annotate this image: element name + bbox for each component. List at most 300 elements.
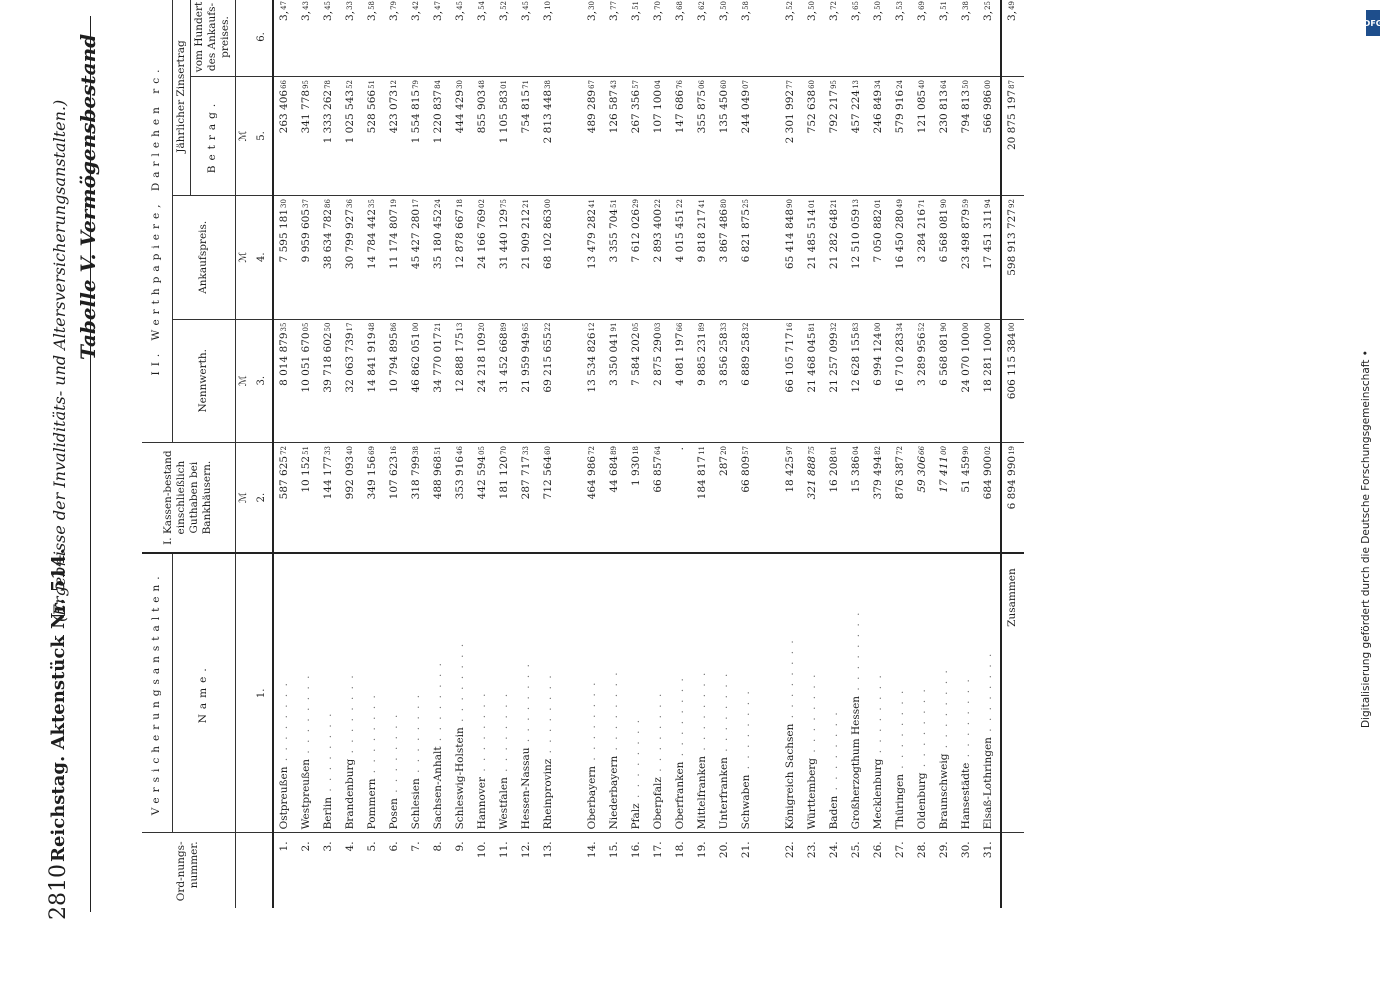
cell-kasse: 442 59405 — [472, 443, 494, 554]
cell-nennwerth: 6 568 08190 — [934, 319, 956, 442]
table-row — [626, 0, 648, 908]
cell-ankauf: 65 414 84890 — [780, 196, 802, 319]
cell-betrag: 1 220 83784 — [428, 76, 450, 195]
row-number: 5. — [365, 841, 378, 852]
dfg-logo: DFG — [1366, 10, 1380, 36]
colno-6: 6. — [254, 0, 273, 76]
cell-percent: 3,69 — [912, 0, 934, 76]
row-name: Oberpfalz . . . . . . . . — [648, 553, 670, 833]
group-spacer — [560, 0, 582, 908]
header-ord: Ord-nungs-nummer. — [142, 833, 235, 908]
row-name: Ostpreußen . . . . . . . . — [273, 553, 296, 833]
total-row — [1001, 0, 1024, 908]
cell-ankauf: 3 867 48680 — [714, 196, 736, 319]
cell-kasse: 18 42597 — [780, 443, 802, 554]
leader-dots: . . . . . . . . — [299, 673, 312, 759]
cell-percent: 3,45 — [516, 0, 538, 76]
cell-nennwerth: 32 063 73917 — [340, 319, 362, 442]
table-row — [934, 0, 956, 908]
table-row — [736, 0, 758, 908]
leader-dots: . . . . . . . . — [321, 711, 334, 797]
row-name: Berlin . . . . . . . . — [318, 553, 340, 833]
cell-percent: 3,30 — [582, 0, 604, 76]
colno-4: 4. — [254, 196, 273, 319]
cell-percent: 3,72 — [824, 0, 846, 76]
row-number: 21. — [739, 841, 752, 859]
row-number: 3. — [321, 841, 334, 852]
cell-kasse: 66 85764 — [648, 443, 670, 554]
cell-percent: 3,51 — [626, 0, 648, 76]
leader-dots: . . . . . . . . — [783, 638, 796, 724]
table-row — [538, 0, 560, 908]
leader-dots: . . . . . . . . — [959, 677, 972, 763]
row-number: 6. — [387, 841, 400, 852]
leader-dots: . . . . . . . . — [629, 717, 642, 804]
table-row — [648, 0, 670, 908]
cell-kasse: 16 20801 — [824, 443, 846, 554]
cell-nennwerth: 13 534 82612 — [582, 319, 604, 442]
row-number: 19. — [695, 841, 708, 859]
cell-betrag: 855 90348 — [472, 76, 494, 195]
cell-ankauf: 68 102 86300 — [538, 196, 560, 319]
cell-ankauf: 24 166 76902 — [472, 196, 494, 319]
cell-percent: 3,52 — [494, 0, 516, 76]
table-row — [890, 0, 912, 908]
total-label: Zusammen — [1001, 553, 1024, 833]
cell-betrag: 754 81571 — [516, 76, 538, 195]
leader-dots: . . . . . . . . — [409, 692, 422, 779]
cell-percent: 3,53 — [890, 0, 912, 76]
cell-nennwerth: 66 105 71716 — [780, 319, 802, 442]
row-number: 28. — [915, 841, 928, 859]
table-row — [494, 0, 516, 908]
cell-kasse: 51 45990 — [956, 443, 978, 554]
group-spacer — [758, 0, 780, 908]
cell-ankauf: 7 612 02629 — [626, 196, 648, 319]
cell-ankauf: 7 050 88201 — [868, 196, 890, 319]
cell-nennwerth: 10 051 67005 — [296, 319, 318, 442]
row-name: Schlesien . . . . . . . . — [406, 553, 428, 833]
cell-percent: 3,38 — [956, 0, 978, 76]
cell-kasse: 28720 — [714, 443, 736, 554]
cell-kasse: 1 93018 — [626, 443, 648, 554]
colno-2: 2. — [254, 443, 273, 554]
cell-betrag: 121 08540 — [912, 76, 934, 195]
cell-nennwerth: 3 856 25833 — [714, 319, 736, 442]
cell-nennwerth: 24 070 10000 — [956, 319, 978, 442]
table-row — [340, 0, 362, 908]
row-name: Sachsen-Anhalt . . . . . . . . — [428, 553, 450, 833]
row-number: 31. — [981, 841, 994, 859]
document-subtitle: (Ergebnisse der Invaliditäts- und Altersversicherungsanstalten.) — [50, 99, 69, 622]
cell-percent: 3,50 — [714, 0, 736, 76]
leader-dots: . . . . . . . . — [937, 668, 950, 754]
leader-dots: . . . . . . . . — [541, 673, 554, 759]
cell-ankauf: 17 451 31194 — [978, 196, 1001, 319]
table-title: Tabelle V. Vermögensbestand — [76, 33, 100, 360]
row-name: Großherzogthum Hessen . . . . . . . . — [846, 553, 868, 833]
cell-betrag: 1 333 26278 — [318, 76, 340, 195]
table-row — [428, 0, 450, 908]
cell-percent: 3,45 — [450, 0, 472, 76]
cell-kasse: 144 17733 — [318, 443, 340, 554]
cell-percent: 3,62 — [692, 0, 714, 76]
row-number: 9. — [453, 841, 466, 852]
cell-kasse: 10 15251 — [296, 443, 318, 554]
total-ankauf: 598 913 72792 — [1001, 196, 1024, 319]
digitization-note: Digitalisierung gefördert durch die Deutsche Forschungsgemeinschaft • — [1360, 350, 1372, 728]
cell-ankauf: 21 282 64821 — [824, 196, 846, 319]
cell-ankauf: 3 284 21671 — [912, 196, 934, 319]
cell-nennwerth: 7 584 20205 — [626, 319, 648, 442]
unit-betrag: ℳ — [235, 76, 254, 195]
header-betrag: Betrag. — [191, 76, 235, 195]
cell-kasse: 353 91646 — [450, 443, 472, 554]
leader-dots: . . . . . . . . — [431, 661, 444, 747]
cell-betrag: 147 68676 — [670, 76, 692, 195]
leader-dots: . . . . . . . . — [365, 693, 378, 779]
cell-betrag: 566 98600 — [978, 76, 1001, 195]
row-number: 11. — [497, 841, 510, 859]
cell-betrag: 107 10004 — [648, 76, 670, 195]
row-name: Oberbayern . . . . . . . . — [582, 553, 604, 833]
row-name: Schwaben . . . . . . . . — [736, 553, 758, 833]
cell-nennwerth: 16 710 28334 — [890, 319, 912, 442]
colno-3: 3. — [254, 319, 273, 442]
cell-percent: 3,50 — [802, 0, 824, 76]
header-group-anstalten: Versicherungsanstalten. — [142, 553, 173, 833]
cell-betrag: 528 56651 — [362, 76, 384, 195]
leader-dots: . . . . . . . . — [981, 651, 994, 738]
cell-ankauf: 21 909 21221 — [516, 196, 538, 319]
cell-betrag: 457 22413 — [846, 76, 868, 195]
cell-kasse: 876 38772 — [890, 443, 912, 554]
cell-nennwerth: 3 289 95652 — [912, 319, 934, 442]
row-number: 26. — [871, 841, 884, 859]
colno-5: 5. — [254, 76, 273, 195]
cell-kasse: 464 98672 — [582, 443, 604, 554]
cell-kasse: 712 56460 — [538, 443, 560, 554]
cell-nennwerth: 34 770 01721 — [428, 319, 450, 442]
leader-dots: . . . . . . . . — [651, 691, 664, 778]
leader-dots: . . . . . . . . — [717, 671, 730, 758]
table-row — [273, 0, 296, 908]
cell-percent: 3,79 — [384, 0, 406, 76]
cell-betrag: 2 301 99277 — [780, 76, 802, 195]
cell-percent: 3,50 — [868, 0, 890, 76]
cell-betrag: 341 77895 — [296, 76, 318, 195]
row-name: Westfalen . . . . . . . . — [494, 553, 516, 833]
cell-ankauf: 6 821 87525 — [736, 196, 758, 319]
leader-dots: . . . . . . . . — [519, 662, 532, 748]
cell-kasse: 184 81711 — [692, 443, 714, 554]
cell-betrag: 752 63860 — [802, 76, 824, 195]
header-group-werth: II. Werthpapiere, Darlehen rc. — [142, 0, 173, 443]
row-name: Thüringen . . . . . . . . — [890, 553, 912, 833]
document-title: Reichstag. Aktenstück Nr. 514. — [48, 548, 69, 862]
cell-betrag: 794 81350 — [956, 76, 978, 195]
header-zins: Jährlicher Zinsertrag — [173, 0, 191, 196]
cell-betrag: 1 025 54352 — [340, 76, 362, 195]
cell-ankauf: 16 450 28049 — [890, 196, 912, 319]
total-kasse: 6 894 99019 — [1001, 443, 1024, 554]
table-row — [582, 0, 604, 908]
row-number: 13. — [541, 841, 554, 859]
leader-dots: . . . . . . . . — [915, 687, 928, 773]
cell-ankauf: 21 485 51401 — [802, 196, 824, 319]
row-name: Unterfranken . . . . . . . . — [714, 553, 736, 833]
header-hundert: vom Hundert des Ankaufs-preises. — [191, 0, 235, 76]
cell-percent: 3,52 — [780, 0, 802, 76]
row-name: Oberfranken . . . . . . . . — [670, 553, 692, 833]
table-row — [978, 0, 1001, 908]
cell-nennwerth: 18 281 10000 — [978, 319, 1001, 442]
cell-nennwerth: 9 885 23189 — [692, 319, 714, 442]
cell-ankauf: 2 893 40022 — [648, 196, 670, 319]
table-row — [802, 0, 824, 908]
cell-ankauf: 11 174 80719 — [384, 196, 406, 319]
cell-kasse: . — [670, 443, 692, 554]
row-name: Schleswig-Holstein . . . . . . . . — [450, 553, 472, 833]
row-number: 12. — [519, 841, 532, 859]
row-name: Oldenburg . . . . . . . . — [912, 553, 934, 833]
cell-betrag: 423 07312 — [384, 76, 406, 195]
row-name: Hansestädte . . . . . . . . — [956, 553, 978, 833]
cell-nennwerth: 12 628 15583 — [846, 319, 868, 442]
cell-nennwerth: 21 468 04581 — [802, 319, 824, 442]
cell-percent: 3,77 — [604, 0, 626, 76]
cell-nennwerth: 4 081 19766 — [670, 319, 692, 442]
table-row — [516, 0, 538, 908]
row-number: 14. — [585, 841, 598, 859]
cell-nennwerth: 14 841 91948 — [362, 319, 384, 442]
row-name: Baden . . . . . . . . — [824, 553, 846, 833]
row-number: 2. — [299, 841, 312, 852]
table-row — [912, 0, 934, 908]
row-number: 29. — [937, 841, 950, 859]
cell-betrag: 355 87506 — [692, 76, 714, 195]
cell-ankauf: 23 498 87959 — [956, 196, 978, 319]
row-number: 16. — [629, 841, 642, 859]
row-name: Hannover . . . . . . . . — [472, 553, 494, 833]
cell-betrag: 263 40666 — [273, 76, 296, 195]
row-number: 18. — [673, 841, 686, 859]
table-row — [604, 0, 626, 908]
total-percent: 3,49 — [1001, 0, 1024, 76]
table-row — [692, 0, 714, 908]
leader-dots: . . . . . . . . — [497, 691, 510, 778]
leader-dots: . . . . . . . . — [893, 688, 906, 775]
colno-1: 1. — [254, 553, 273, 833]
leader-dots: . . . . . . . . — [849, 610, 862, 696]
cell-percent: 3,47 — [428, 0, 450, 76]
row-name: Elsaß-Lothringen . . . . . . . . — [978, 553, 1001, 833]
leader-dots: . . . . . . . . — [673, 676, 686, 762]
cell-nennwerth: 39 718 60250 — [318, 319, 340, 442]
cell-ankauf: 30 799 92736 — [340, 196, 362, 319]
cell-betrag: 230 81364 — [934, 76, 956, 195]
cell-kasse: 107 62316 — [384, 443, 406, 554]
cell-betrag: 444 42930 — [450, 76, 472, 195]
cell-percent: 3,47 — [273, 0, 296, 76]
cell-ankauf: 14 784 44235 — [362, 196, 384, 319]
cell-percent: 3,25 — [978, 0, 1001, 76]
cell-kasse: 181 12070 — [494, 443, 516, 554]
unit-kasse: ℳ — [235, 443, 254, 554]
header-ankauf: Ankaufspreis. — [173, 196, 236, 319]
cell-nennwerth: 10 794 89586 — [384, 319, 406, 442]
row-name: Brandenburg . . . . . . . . — [340, 553, 362, 833]
header-name: Name. — [173, 553, 236, 833]
header-kassen: I. Kassen-bestand einschließlich Guthaben bei Bankhäusern. — [142, 443, 235, 554]
leader-dots: . . . . . . . . — [343, 673, 356, 759]
cell-betrag: 267 35657 — [626, 76, 648, 195]
cell-nennwerth: 31 452 66889 — [494, 319, 516, 442]
row-number: 10. — [475, 841, 488, 859]
cell-percent: 3,54 — [472, 0, 494, 76]
cell-ankauf: 12 878 66718 — [450, 196, 472, 319]
row-name: Württemberg . . . . . . . . — [802, 553, 824, 833]
row-number: 17. — [651, 841, 664, 859]
leader-dots: . . . . . . . . — [585, 680, 598, 766]
leader-dots: . . . . . . . . — [739, 689, 752, 775]
cell-betrag: 489 28967 — [582, 76, 604, 195]
table-row — [450, 0, 472, 908]
cell-kasse: 992 09340 — [340, 443, 362, 554]
row-number: 7. — [409, 841, 422, 852]
cell-kasse: 44 68489 — [604, 443, 626, 554]
cell-betrag: 1 554 81579 — [406, 76, 428, 195]
cell-betrag: 1 105 58301 — [494, 76, 516, 195]
leader-dots: . . . . . . . . — [387, 712, 400, 799]
row-number: 30. — [959, 841, 972, 859]
cell-kasse: 59 30666 — [912, 443, 934, 554]
cell-nennwerth: 69 215 65522 — [538, 319, 560, 442]
table-row — [824, 0, 846, 908]
row-number: 25. — [849, 841, 862, 859]
cell-ankauf: 9 818 21741 — [692, 196, 714, 319]
leader-dots: . . . . . . . . — [607, 670, 620, 756]
cell-percent: 3,45 — [318, 0, 340, 76]
cell-ankauf: 13 479 28241 — [582, 196, 604, 319]
cell-kasse: 587 62572 — [273, 443, 296, 554]
row-name: Pommern . . . . . . . . — [362, 553, 384, 833]
row-name: Königreich Sachsen . . . . . . . . — [780, 553, 802, 833]
unit-ank: ℳ — [235, 196, 254, 319]
table-row — [472, 0, 494, 908]
leader-dots: . . . . . . . . — [453, 641, 466, 728]
cell-betrag: 126 58743 — [604, 76, 626, 195]
cell-betrag: 244 04907 — [736, 76, 758, 195]
cell-percent: 3,58 — [362, 0, 384, 76]
cell-percent: 3,33 — [340, 0, 362, 76]
top-rule — [90, 16, 91, 912]
table-row — [846, 0, 868, 908]
cell-ankauf: 45 427 28017 — [406, 196, 428, 319]
row-name: Posen . . . . . . . . — [384, 553, 406, 833]
row-number: 4. — [343, 841, 356, 852]
row-number: 8. — [431, 841, 444, 852]
row-number: 15. — [607, 841, 620, 859]
row-number: 23. — [805, 841, 818, 859]
row-name: Rheinprovinz . . . . . . . . — [538, 553, 560, 833]
row-name: Mecklenburg . . . . . . . . — [868, 553, 890, 833]
cell-ankauf: 31 440 12975 — [494, 196, 516, 319]
cell-betrag: 792 21795 — [824, 76, 846, 195]
table-row — [868, 0, 890, 908]
cell-betrag: 2 813 44838 — [538, 76, 560, 195]
cell-percent: 3,42 — [406, 0, 428, 76]
page-number: 2810 — [46, 864, 71, 920]
leader-dots: . . . . . . . . — [475, 691, 488, 777]
cell-ankauf: 3 355 70451 — [604, 196, 626, 319]
row-number: 27. — [893, 841, 906, 859]
table-row — [362, 0, 384, 908]
header-nennwerth: Nennwerth. — [173, 319, 236, 442]
cell-ankauf: 6 568 08190 — [934, 196, 956, 319]
cell-kasse: 684 90002 — [978, 443, 1001, 554]
leader-dots: . . . . . . . . — [871, 673, 884, 759]
row-name: Braunschweig . . . . . . . . — [934, 553, 956, 833]
cell-kasse: 66 80957 — [736, 443, 758, 554]
row-name: Hessen-Nassau . . . . . . . . — [516, 553, 538, 833]
cell-nennwerth: 3 350 04191 — [604, 319, 626, 442]
cell-nennwerth: 21 959 94965 — [516, 319, 538, 442]
cell-ankauf: 7 595 18130 — [273, 196, 296, 319]
cell-nennwerth: 2 875 29003 — [648, 319, 670, 442]
leader-dots: . . . . . . . . — [805, 672, 818, 758]
table-row — [406, 0, 428, 908]
cell-nennwerth: 6 994 12400 — [868, 319, 890, 442]
cell-kasse: 488 96851 — [428, 443, 450, 554]
cell-betrag: 579 91624 — [890, 76, 912, 195]
cell-nennwerth: 12 888 17513 — [450, 319, 472, 442]
cell-ankauf: 9 959 60537 — [296, 196, 318, 319]
assets-table — [142, 0, 1024, 908]
row-name: Niederbayern . . . . . . . . — [604, 553, 626, 833]
row-number: 20. — [717, 841, 730, 859]
row-name: Westpreußen . . . . . . . . — [296, 553, 318, 833]
table-body — [273, 0, 1024, 908]
cell-kasse: 321 88875 — [802, 443, 824, 554]
cell-kasse: 349 15669 — [362, 443, 384, 554]
table-row — [384, 0, 406, 908]
cell-nennwerth: 46 862 05100 — [406, 319, 428, 442]
cell-percent: 3,10 — [538, 0, 560, 76]
table-row — [956, 0, 978, 908]
cell-kasse: 379 49482 — [868, 443, 890, 554]
cell-percent: 3,51 — [934, 0, 956, 76]
leader-dots: . . . . . . . . — [695, 670, 708, 757]
cell-kasse: 318 79938 — [406, 443, 428, 554]
cell-percent: 3,65 — [846, 0, 868, 76]
row-number: 24. — [827, 841, 840, 859]
cell-ankauf: 12 510 05913 — [846, 196, 868, 319]
cell-nennwerth: 24 218 10920 — [472, 319, 494, 442]
cell-ankauf: 38 634 78286 — [318, 196, 340, 319]
unit-nenn: ℳ — [235, 319, 254, 442]
cell-percent: 3,70 — [648, 0, 670, 76]
leader-dots: . . . . . . . . — [277, 681, 290, 767]
cell-percent: 3,43 — [296, 0, 318, 76]
cell-kasse: 15 38604 — [846, 443, 868, 554]
cell-percent: 3,68 — [670, 0, 692, 76]
cell-ankauf: 35 180 45224 — [428, 196, 450, 319]
row-number: 1. — [277, 841, 290, 852]
cell-betrag: 246 84934 — [868, 76, 890, 195]
cell-nennwerth: 21 257 09932 — [824, 319, 846, 442]
row-name: Mittelfranken . . . . . . . . — [692, 553, 714, 833]
